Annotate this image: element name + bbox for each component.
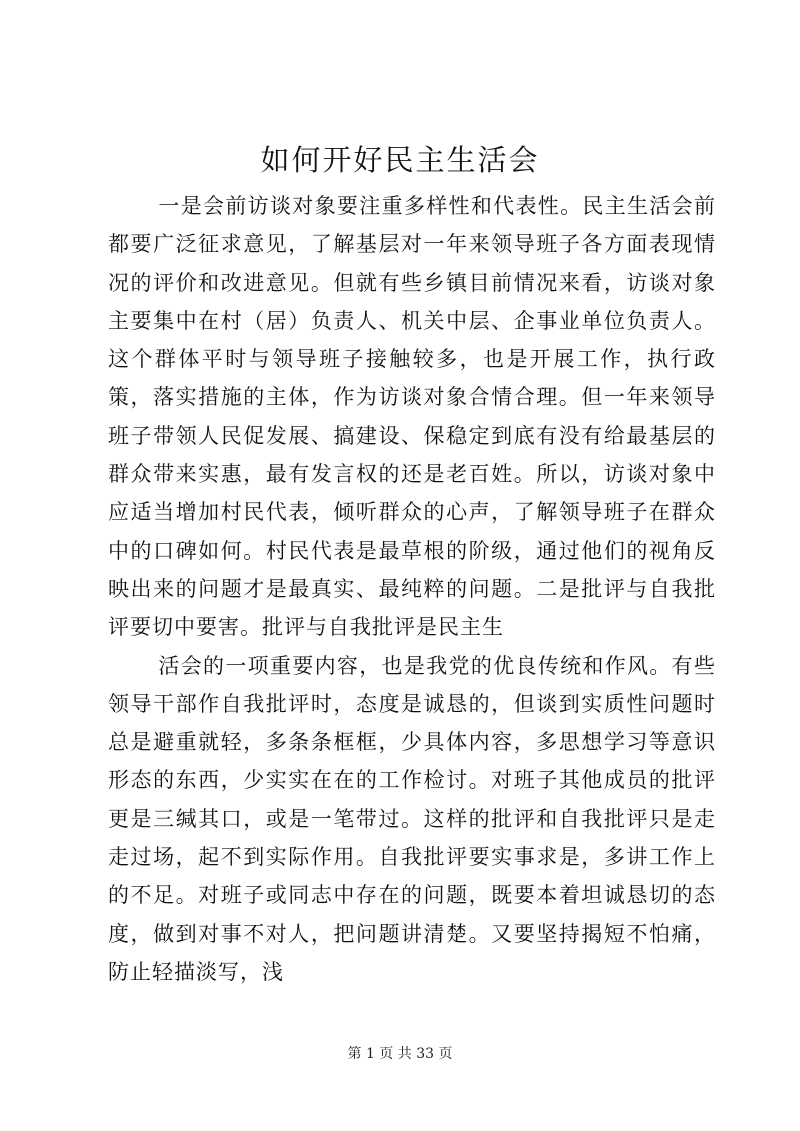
paragraph: 一是会前访谈对象要注重多样性和代表性。民主生活会前都要广泛征求意见，了解基层对一年来领导班子各方面表现情况的评价和改进意见。但就有些乡镇目前情况来看，访谈对象主要集中在村（居）负责人、机关中层、企事业单位负责人。这个群体平时与领导班子接触较多，也是开展工作，执行政策，落实措施的主体，作为访谈对象合情合理。但一年来领导班子带领人民促发展、搞建设、保稳定到底有没有给最基层的群众带来实惠，最有发言权的还是老百姓。所以，访谈对象中应适当增加村民代表，倾听群众的心声，了解领导班子在群众中的口碑如何。村民代表是最草根的阶级，通过他们的视角反映出来的问题才是最真实、最纯粹的问题。二是批评与自我批评要切中要害。批评与自我批评是民主生 bbox=[108, 194, 716, 640]
paragraph: 活会的一项重要内容，也是我党的优良传统和作风。有些领导干部作自我批评时，态度是诚恳的，但谈到实质性问题时总是避重就轻，多条条框框，少具体内容，多思想学习等意识形态的东西，少实实在在的工作检讨。对班子其他成员的批评更是三缄其口，或是一笔带过。这样的批评和自我批评只是走走过场，起不到实际作用。自我批评要实事求是，多讲工作上的不足。对班子或同志中存在的问题，既要本着坦诚恳切的态度，做到对事不对人，把问题讲清楚。又要坚持揭短不怕痛，防止轻描淡写，浅 bbox=[108, 653, 716, 984]
document-body bbox=[108, 187, 716, 991]
document-title: 如何开好民主生活会 bbox=[260, 143, 540, 177]
page-footer: 第 1 页 共 33 页 bbox=[347, 1046, 453, 1062]
